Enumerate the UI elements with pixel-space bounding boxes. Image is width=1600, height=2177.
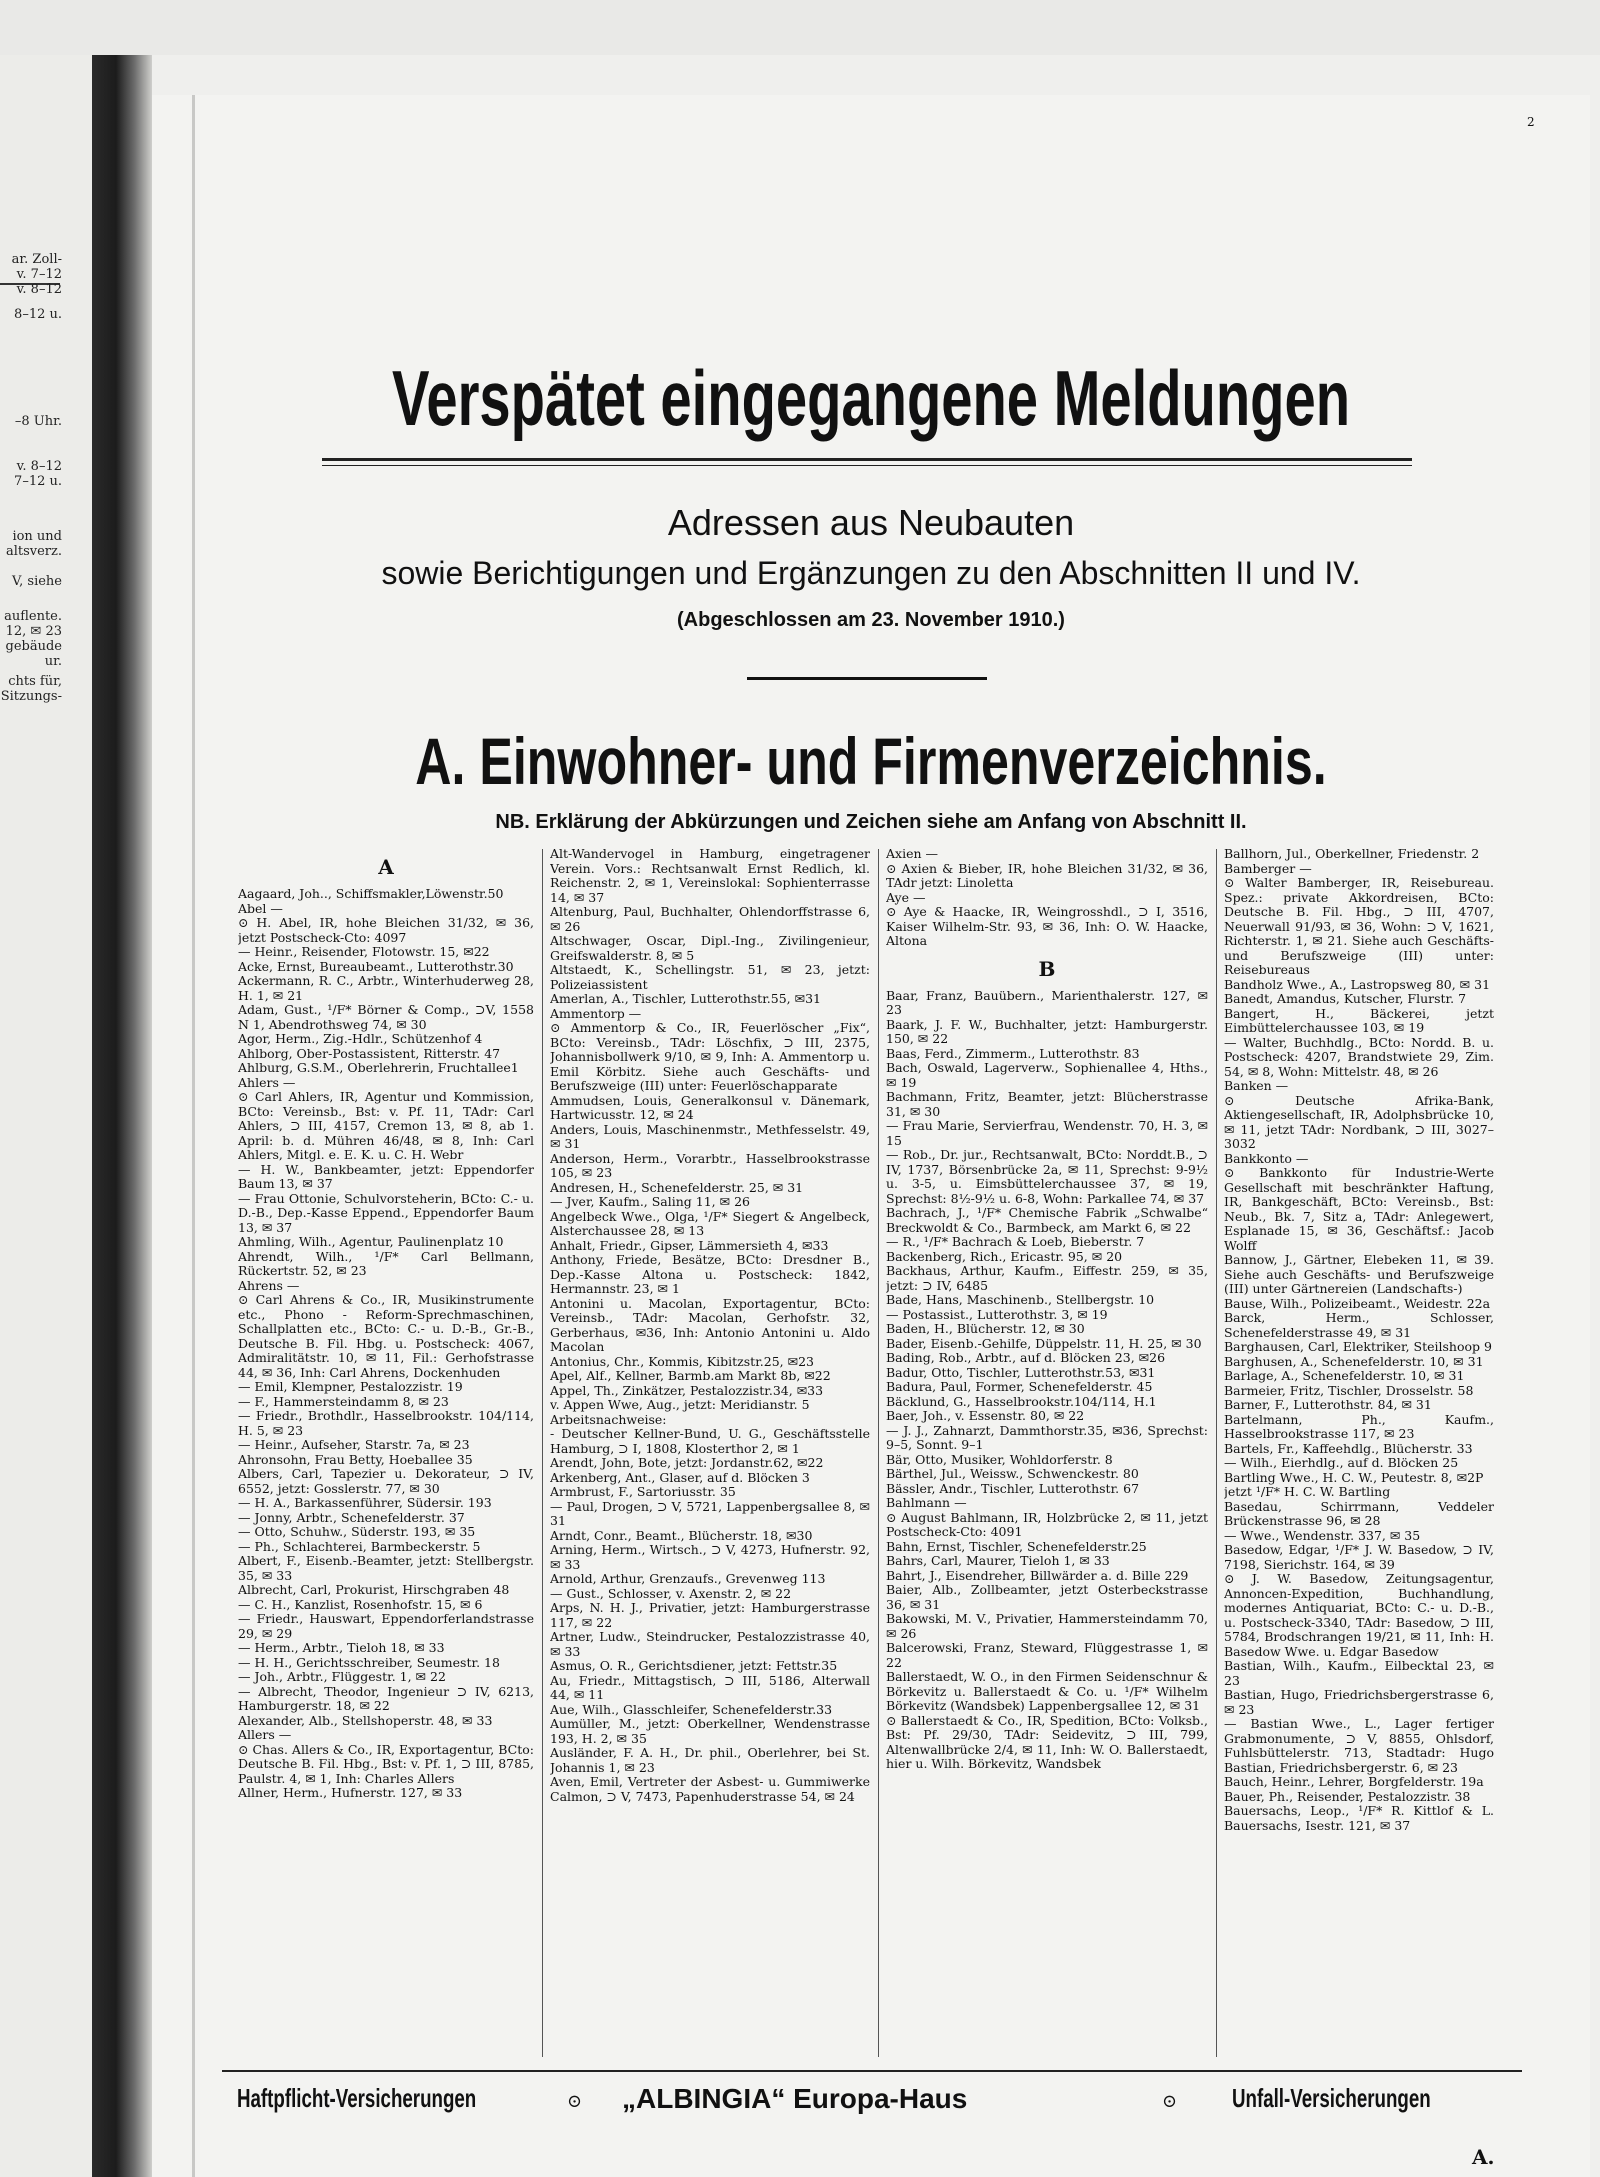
directory-entry: Bankkonto — [1224,1150,1309,1166]
directory-entry: Ahrendt, Wilh., ¹/F* Carl Bellmann, Rückertstr. 52, ✉ 23 [238,1248,534,1278]
directory-entry: Bäcklund, G., Hasselbrookstr.104/114, H.1 [886,1393,1157,1409]
directory-entry: Angelbeck Wwe., Olga, ¹/F* Siegert & Angelbeck, Alsterchaussee 28, ✉ 13 [550,1208,870,1238]
directory-entry: — Jonny, Arbtr., Schenefelderstr. 37 [238,1509,465,1525]
directory-entry: — Joh., Arbtr., Flüggestr. 1, ✉ 22 [238,1669,446,1684]
directory-entry: Bause, Wilh., Polizeibeamt., Weidestr. 22a [1224,1295,1491,1311]
left-fragment: ion und [12,529,62,544]
directory-entry: Bahn, Ernst, Tischler, Schenefelderstr.25 [886,1538,1147,1554]
footer-albingia: „ALBINGIA“ Europa-Haus [622,2083,968,2114]
directory-column-2 [550,847,870,2063]
directory-entry: Bakowski, M. V., Privatier, Hammersteindamm 70, ✉ 26 [886,1611,1208,1641]
directory-entry: — Gust., Schlosser, v. Axenstr. 2, ✉ 22 [550,1585,792,1601]
directory-entry: Bauersachs, Leop., ¹/F* R. Kittlof & L. Bauersachs, Isestr. 121, ✉ 37 [1224,1803,1494,1833]
directory-entry: — Paul, Drogen, ⊃ V, 5721, Lappenbergsallee 8, ✉ 31 [550,1498,870,1528]
directory-entry: — Jver, Kaufm., Saling 11, ✉ 26 [550,1194,750,1209]
directory-entry: Au, Friedr., Mittagstisch, ⊃ III, 5186, Alterwall 44, ✉ 11 [550,1672,870,1702]
abbreviation-note: NB. Erklärung der Abkürzungen und Zeichen siehe am Anfang von Abschnitt II. [495,811,1247,833]
directory-entry: Antonini u. Macolan, Exportagentur, BCto: Vereinsb., TAdr: Macolan, Gerhofstr. 32, Gerberhaus, ✉36, Inh: Antonio Antonini u. Aldo Macolan [550,1295,870,1354]
directory-entry: Arkenberg, Ant., Glaser, auf d. Blöcken 3 [550,1469,810,1485]
title-rule [322,458,1412,466]
directory-entry: — Friedr., Hauswart, Eppendorferlandstrasse 29, ✉ 29 [238,1611,534,1641]
left-fragment: v. 7–12 [16,267,62,282]
directory-entry: Arendt, John, Bote, jetzt: Jordanstr.62, ✉22 [550,1455,824,1470]
left-fragment: –8 Uhr. [14,414,62,429]
directory-entry: Adam, Gust., ¹/F* Börner & Comp., ⊃V, 1558 N 1, Abendrothsweg 74, ✉ 30 [238,1002,534,1032]
directory-entry: — Herm., Arbtr., Tieloh 18, ✉ 33 [238,1640,445,1655]
directory-entry: ⊙ H. Abel, IR, hohe Bleichen 31/32, ✉ 36, jetzt Postscheck-Cto: 4097 [238,915,534,945]
left-fragment: auflente. [4,609,62,624]
directory-entry: Baark, J. F. W., Buchhalter, jetzt: Hamburgerstr. 150, ✉ 22 [886,1016,1208,1046]
column-divider [542,849,543,2057]
directory-entry: Albrecht, Carl, Prokurist, Hirschgraben 48 [238,1582,510,1597]
directory-entry: Bach, Oswald, Lagerverw., Sophienallee 4, Hths., ✉ 19 [886,1060,1208,1090]
directory-entry: Appel, Th., Zinkätzer, Pestalozzistr.34, ✉33 [550,1382,824,1398]
directory-entry: Barghausen, Carl, Elektriker, Steilshoop 9 [1224,1339,1492,1354]
directory-entry: ⊙ Axien & Bieber, IR, hohe Bleichen 31/32, ✉ 36, TAdr jetzt: Linoletta [886,860,1208,890]
directory-column-3 [886,847,1208,2063]
directory-entry: Bartelmann, Ph., Kaufm., Hasselbrookstrasse 117, ✉ 23 [1224,1411,1494,1441]
book-spine [92,55,152,2177]
directory-entry: Bässler, Andr., Tischler, Lutterothstr. 67 [886,1480,1140,1496]
page-mark: 2 [1527,115,1535,129]
directory-entry: Barmeier, Fritz, Tischler, Drosselstr. 58 [1224,1382,1474,1398]
directory-entry: ⊙ Carl Ahlers, IR, Agentur und Kommission, BCto: Vereinsb., Bst: v. Pf. 11, TAdr: Carl Ahlers, ⊃ III, 4157, Cremon 13, ✉ 8, ab 1. April: b. d. Mühren 46/48, ✉ 8, Inh: Carl Ahlers, Mitgl. e. E. K. u. C. H. Webr [238,1089,534,1162]
directory-entry: Anderson, Herm., Vorarbtr., Hasselbrookstrasse 105, ✉ 23 [550,1150,870,1180]
directory-entry: Balcerowski, Franz, Steward, Flüggestrasse 1, ✉ 22 [886,1640,1208,1670]
directory-entry: Amerlan, A., Tischler, Lutterothstr.55, ✉31 [550,991,822,1006]
directory-entry: Allner, Herm., Hufnerstr. 127, ✉ 33 [238,1785,463,1800]
left-fragment: 7–12 u. [14,474,62,489]
directory-entry: — J. J., Zahnarzt, Dammthorstr.35, ✉36, Sprechst: 9–5, Sonnt. 9–1 [886,1422,1208,1452]
directory-entry: Baer, Joh., v. Essenstr. 80, ✉ 22 [886,1408,1085,1423]
directory-entry: Bamberger — [1224,860,1312,876]
directory-entry: Aagaard, Joh.., Schiffsmakler,Löwenstr.50 [238,886,504,901]
directory-entry: Ackermann, R. C., Arbtr., Winterhuderweg 28, H. 1, ✉ 21 [238,973,534,1003]
directory-entry: Bastian, Hugo, Friedrichsbergerstrasse 6, ✉ 23 [1224,1687,1494,1717]
directory-columns [238,847,1494,2063]
directory-entry: Bauer, Ph., Reisender, Pestalozzistr. 38 [1224,1788,1471,1804]
directory-entry: Bahrs, Carl, Maurer, Tieloh 1, ✉ 33 [886,1553,1110,1568]
left-fragment: V, siehe [12,574,62,589]
directory-entry: Alt-Wandervogel in Hamburg, eingetragener Verein. Vors.: Rechtsanwalt Ernst Redlich, kl. Reichenstr. 2, ✉ 1, Vereinslokal: Sophienterrasse 14, ✉ 37 [550,847,870,905]
directory-entry: Agor, Herm., Zig.-Hdlr., Schützenhof 4 [238,1031,483,1046]
letter-heading: B [1038,956,1056,981]
directory-entry: Aye — [886,889,926,905]
directory-entry: Bartels, Fr., Kaffeehdlg., Blücherstr. 33 [1224,1440,1473,1456]
directory-entry: — F., Hammersteindamm 8, ✉ 23 [238,1393,449,1409]
directory-entry: — Otto, Schuhw., Süderstr. 193, ✉ 35 [238,1524,476,1539]
directory-entry: Bastian, Wilh., Kaufm., Eilbecktal 23, ✉ 23 [1224,1658,1494,1688]
directory-entry: ⊙ Aye & Haacke, IR, Weingrosshdl., ⊃ I, 3516, Kaiser Wilhelm-Str. 93, ✉ 36, Inh: O. W. Haacke, Altona [886,904,1208,948]
directory-entry: Ballerstaedt, W. O., in den Firmen Seidenschnur & Börkevitz u. Ballerstaedt & Co. u. ¹/F* Wilhelm Börkevitz (Wandsbek) Lappenbergsallee 12, ✉ 31 [886,1669,1208,1713]
directory-entry: — Emil, Klempner, Pestalozzistr. 19 [238,1379,463,1394]
directory-entry: ⊙ Chas. Allers & Co., IR, Exportagentur, BCto: Deutsche B. Fil. Hbg., Bst: v. Pf. 1, ⊃ III, 8785, Paulstr. 4, ✉ 1, Inh: Charles Allers [238,1741,534,1786]
directory-entry: Albert, F., Eisenb.-Beamter, jetzt: Stellbergstr. 35, ✉ 33 [238,1553,534,1583]
footer-rule [222,2070,1522,2072]
directory-entry: v. Appen Wwe, Aug., jetzt: Meridianstr. 5 [550,1397,810,1412]
directory-entry: Barner, F., Lutterothstr. 84, ✉ 31 [1224,1397,1432,1412]
directory-entry: Barck, Herm., Schlosser, Schenefelderstrasse 49, ✉ 31 [1224,1310,1494,1340]
directory-entry: Axien — [886,847,938,861]
directory-column-1 [238,847,534,2063]
directory-entry: Bärthel, Jul., Weissw., Schwenckestr. 80 [886,1466,1139,1481]
column-divider [1216,849,1217,2057]
section-title: A. Einwohner- und Firmenverzeichnis. [415,724,1327,798]
directory-entry: Bader, Eisenb.-Gehilfe, Düppelstr. 11, H. 25, ✉ 30 [886,1335,1202,1351]
directory-entry: — Albrecht, Theodor, Ingenieur ⊃ IV, 6213, Hamburgerstr. 18, ✉ 22 [238,1683,534,1713]
directory-entry: — Ph., Schlachterei, Barmbeckerstr. 5 [238,1538,481,1554]
binding-line [192,95,195,2177]
directory-entry: — Walter, Buchhdlg., BCto: Nordd. B. u. Postscheck: 4207, Brandstwiete 29, Zim. 54, ✉ 8, Wohn: Mittelstr. 48, ✉ 26 [1224,1034,1494,1079]
directory-entry: Arbeitsnachweise: [550,1411,667,1427]
directory-entry: Bahrt, J., Eisendreher, Billwärder a. d. Bille 229 [886,1567,1189,1583]
directory-entry: Bade, Hans, Maschinenb., Stellbergstr. 10 [886,1292,1155,1307]
directory-entry: ⊙ J. W. Basedow, Zeitungsagentur, Annoncen-Expedition, Buchhandlung, modernes Antiquariat, BCto: C.- u. D.-B., u. Postscheck-3340, TAdr: Basedow, ⊃ III, 5784, Brodschrangen 19/21, ✉ 11, Inh: H. Basedow Wwe. u. Edgar Basedow [1224,1571,1494,1659]
directory-entry: Abel — [238,900,283,916]
left-fragment: 8–12 u. [14,307,62,322]
directory-entry: Apel, Alf., Kellner, Barmb.am Markt 8b, ✉22 [550,1368,831,1383]
directory-entry: — Heinr., Aufseher, Starstr. 7a, ✉ 23 [238,1437,470,1452]
directory-entry: Ahmling, Wilh., Agentur, Paulinenplatz 10 [238,1234,504,1249]
directory-entry: ⊙ Bankkonto für Industrie-Werte Gesellschaft mit beschränkter Haftung, IR, Bankgeschäft, BCto: Vereinsb., Bst: Neub., Bk. 7, Sitz a, TAdr: Anlegewert, Esplanade 15, ✉ 36, Geschäftsf.: Jacob Wolff [1224,1165,1494,1253]
directory-entry: Andresen, H., Schenefelderstr. 25, ✉ 31 [550,1179,804,1195]
subtitle-new-buildings: Adressen aus Neubauten [667,502,1075,543]
directory-column-4 [1224,847,1494,2063]
directory-entry: Baier, Alb., Zollbeamter, jetzt Osterbeckstrasse 36, ✉ 31 [886,1582,1208,1612]
column-divider [878,849,879,2057]
directory-entry: Acke, Ernst, Bureaubeamt., Lutterothstr.30 [238,958,514,974]
directory-entry: — Rob., Dr. jur., Rechtsanwalt, BCto: Norddt.B., ⊃ IV, 1737, Börsenbrücke 2a, ✉ 11, Sprechst: 9-9½ u. 3-5, u. Eimsbüttelerchaussee 37, ✉ 19, Sprechst: 8½-9½ u. 6-8, Wohn: Parkallee 74, ✉ 37 [886,1147,1208,1206]
signature-mark: A. [1472,2145,1495,2169]
bullet-icon: ⊙ [1162,2091,1178,2112]
directory-entry: — H. H., Gerichtsschreiber, Seumestr. 18 [238,1654,500,1670]
directory-entry: Backenberg, Rich., Ericastr. 95, ✉ 20 [886,1248,1123,1264]
directory-entry: — C. H., Kanzlist, Rosenhofstr. 15, ✉ 6 [238,1596,483,1612]
directory-entry: Backhaus, Arthur, Kaufm., Eiffestr. 259, ✉ 35, jetzt: ⊃ IV, 6485 [886,1263,1208,1293]
directory-entry: Bading, Rob., Arbtr., auf d. Blöcken 23, ✉26 [886,1350,1166,1365]
directory-entry: — Wilh., Eierhdlg., auf d. Blöcken 25 [1224,1455,1459,1470]
directory-entry: Bär, Otto, Musiker, Wohldorferstr. 8 [886,1451,1113,1467]
directory-entry: — H. A., Barkassenführer, Südersir. 193 [238,1495,492,1510]
directory-entry: Arps, N. H. J., Privatier, jetzt: Hamburgerstrasse 117, ✉ 22 [550,1600,870,1630]
directory-entry: Anhalt, Friedr., Gipser, Lämmersieth 4, ✉33 [550,1237,829,1253]
directory-entry: Bachmann, Fritz, Beamter, jetzt: Blücherstrasse 31, ✉ 30 [886,1089,1208,1119]
bullet-icon: ⊙ [567,2091,583,2112]
directory-entry: Bartling Wwe., H. C. W., Peutestr. 8, ✉2P [1224,1469,1484,1485]
directory-entry: ⊙ Ballerstaedt & Co., IR, Spedition, BCto: Volksb., Bst: Pf. 29/30, TAdr: Seidevitz, ⊃ III, 799, Altenwallbrücke 2/4, ✉ 11, Inh: W. O. Ballerstaedt, hier u. Wilh. Börkevitz, Wandsbek [886,1712,1208,1771]
directory-entry: Ahrens — [238,1277,300,1293]
directory-entry: jetzt ¹/F* H. C. W. Bartling [1224,1484,1391,1499]
directory-entry: Bauch, Heinr., Lehrer, Borgfelderstr. 19a [1224,1774,1484,1789]
left-fragment: chts für, [8,674,62,689]
directory-entry: — H. W., Bankbeamter, jetzt: Eppendorfer Baum 13, ✉ 37 [238,1161,534,1191]
directory-entry: Albers, Carl, Tapezier u. Dekorateur, ⊃ IV, 6552, jetzt: Gosslerstr. 77, ✉ 30 [238,1466,534,1496]
directory-entry: Baas, Ferd., Zimmerm., Lutterothstr. 83 [886,1045,1140,1061]
left-fragment: ar. Zoll- [11,252,62,267]
left-fragment: v. 8–12 [16,459,62,474]
letter-heading: A [378,855,394,879]
directory-entry: Barghusen, A., Schenefelderstr. 10, ✉ 31 [1224,1353,1484,1369]
directory-entry: Banedt, Amandus, Kutscher, Flurstr. 7 [1224,991,1467,1006]
footer-liability-insurance: Haftpflicht-Versicherungen [237,2083,477,2113]
directory-entry: Badur, Otto, Tischler, Lutterothstr.53, ✉31 [886,1364,1156,1380]
directory-entry: Bahlmann — [886,1495,967,1510]
directory-entry: Bachrach, J., ¹/F* Chemische Fabrik „Schwalbe“ Breckwoldt & Co., Barmbeck, am Markt 6, ✉ 22 [886,1205,1208,1235]
directory-entry: Barlage, A., Schenefelderstr. 10, ✉ 31 [1224,1368,1465,1383]
directory-entry: Asmus, O. R., Gerichtsdiener, jetzt: Fettstr.35 [550,1658,838,1673]
directory-entry: ⊙ August Bahlmann, IR, Holzbrücke 2, ✉ 11, jetzt Postscheck-Cto: 4091 [886,1509,1208,1539]
directory-entry: Ammentorp — [550,1005,642,1021]
directory-entry: ⊙ Carl Ahrens & Co., IR, Musikinstrumente etc., Phono - Reform-Sprechmaschinen, Schallplatten etc., BCto: C.- u. D.-B., Gr.-B., Deutsche B. Fil. Hbg. u. Postscheck: 4067, Admiralitätstr. 10, ✉ 11, Fil.: Gerhofstrasse 44, ✉ 36, Inh: Carl Ahrens, Dockenhuden [238,1292,534,1380]
directory-entry: Antonius, Chr., Kommis, Kibitzstr.25, ✉23 [550,1353,815,1369]
directory-entry: — Friedr., Brothdlr., Hasselbrookstr. 104/114, H. 5, ✉ 23 [238,1408,534,1438]
directory-entry: Armbrust, F., Sartoriusstr. 35 [550,1484,736,1499]
directory-entry: Ammudsen, Louis, Generalkonsul v. Dänemark, Hartwicusstr. 12, ✉ 24 [550,1092,870,1122]
directory-entry: Anthony, Friede, Besätze, BCto: Dresdner B., Dep.-Kasse Altona u. Postscheck: 1842, Hermannstr. 23, ✉ 1 [550,1252,870,1296]
directory-entry: Ausländer, F. A. H., Dr. phil., Oberlehrer, bei St. Johannis 1, ✉ 23 [550,1745,870,1775]
directory-entry: Banken — [1224,1078,1289,1093]
directory-entry: Altstaedt, K., Schellingstr. 51, ✉ 23, jetzt: Polizeiassistent [550,962,870,992]
directory-entry: Basedow, Edgar, ¹/F* J. W. Basedow, ⊃ IV, 7198, Sierichstr. 164, ✉ 39 [1224,1542,1494,1572]
directory-entry: — Frau Marie, Servierfrau, Wendenstr. 70, H. 3, ✉ 15 [886,1118,1208,1148]
directory-entry: Ahronsohn, Frau Betty, Hoeballee 35 [238,1451,473,1467]
directory-entry: Arndt, Conr., Beamt., Blücherstr. 18, ✉30 [550,1527,813,1543]
directory-entry: Ahlers — [238,1074,296,1090]
directory-entry: Anders, Louis, Maschinenmstr., Methfesselstr. 49, ✉ 31 [550,1121,870,1151]
left-fragment: Sitzungs- [0,689,62,704]
directory-entry: — Bastian Wwe., L., Lager fertiger Grabmonumente, ⊃ V, 8855, Ohlsdorf, Fuhlsbüttelerstr. 713, Stadtadr: Hugo Bastian, Friedrichsbergerstr. 6, ✉ 23 [1224,1716,1494,1775]
directory-entry: — Heinr., Reisender, Flotowstr. 15, ✉22 [238,944,490,959]
closing-date: (Abgeschlossen am 23. November 1910.) [677,609,1065,631]
directory-entry: ⊙ Walter Bamberger, IR, Reisebureau. Spez.: private Akkordreisen, BCto: Deutsche B. Fil. Hbg., ⊃ III, 4707, Neuerwall 91/93, ✉ 36, Wohn: ⊃ V, 1621, Richterstr. 1, ✉ 21. Siehe auch Geschäfts- und Berufszweige (III) unter: Reisebureaus [1224,875,1494,977]
directory-entry: Ballhorn, Jul., Oberkellner, Friedenstr. 2 [1224,847,1480,861]
directory-entry: Altenburg, Paul, Buchhalter, Ohlendorffstrasse 6, ✉ 26 [550,904,870,934]
directory-entry: — Wwe., Wendenstr. 337, ✉ 35 [1224,1527,1421,1543]
directory-entry: Aue, Wilh., Glasschleifer, Schenefelderstr.33 [550,1701,833,1717]
left-fragment: ur. [44,654,62,669]
directory-entry: Bandholz Wwe., A., Lastropsweg 80, ✉ 31 [1224,976,1491,992]
directory-page [152,95,1590,2177]
directory-entry: Allers — [238,1727,292,1742]
directory-entry: — R., ¹/F* Bachrach & Loeb, Bieberstr. 7 [886,1234,1145,1249]
subtitle-corrections: sowie Berichtigungen und Ergänzungen zu den Abschnitten II und IV. [381,555,1361,591]
directory-entry: Bangert, H., Bäckerei, jetzt Eimbüttelerchaussee 103, ✉ 19 [1224,1005,1494,1035]
footer-accident-insurance: Unfall-Versicherungen [1232,2083,1431,2113]
directory-entry: — Frau Ottonie, Schulvorsteherin, BCto: C.- u. D.-B., Dep.-Kasse Eppend., Eppendorfer Baum 13, ✉ 37 [238,1190,534,1235]
directory-entry: Artner, Ludw., Steindrucker, Pestalozzistrasse 40, ✉ 33 [550,1629,870,1659]
main-title: Verspätet eingegangene Meldungen [391,354,1351,442]
directory-entry: Arnold, Arthur, Grenzaufs., Grevenweg 113 [550,1571,826,1586]
directory-entry: ⊙ Ammentorp & Co., IR, Feuerlöscher „Fix“, BCto: Vereinsb., TAdr: Löschfix, ⊃ III, 2375, Johannisbollwerk 9/10, ✉ 9, Inh: A. Ammentorp u. Emil Körbitz. Siehe auch Geschäfts- und Berufszweige (III) unter: Feuerlöschapparate [550,1020,870,1093]
directory-entry: Basedau, Schirrmann, Veddeler Brückenstrasse 96, ✉ 28 [1224,1498,1494,1528]
directory-entry: Bannow, J., Gärtner, Elebeken 11, ✉ 39. Siehe auch Geschäfts- und Berufszweige (III) unter Gärtnereien (Landschafts-) [1224,1252,1494,1296]
directory-entry: Baar, Franz, Bauübern., Marienthalerstr. 127, ✉ 23 [886,987,1208,1017]
left-fragment: gebäude [5,639,62,654]
directory-entry: Altschwager, Oscar, Dipl.-Ing., Zivilingenieur, Greifswalderstr. 8, ✉ 5 [550,933,870,963]
directory-entry: Aven, Emil, Vertreter der Asbest- u. Gummiwerke Calmon, ⊃ V, 7473, Papenhuderstrasse 54, ✉ 24 [550,1774,870,1804]
directory-entry: ⊙ Deutsche Afrika-Bank, Aktiengesellschaft, IR, Adolphsbrücke 10, ✉ 11, jetzt TAdr: Nordbank, ⊃ III, 3027–3032 [1224,1092,1494,1151]
directory-entry: Badura, Paul, Former, Schenefelderstr. 45 [886,1379,1153,1394]
short-rule [747,677,987,680]
directory-entry: Ahlborg, Ober-Postassistent, Ritterstr. 47 [238,1045,501,1061]
top-margin [0,0,1600,55]
left-fragment: altsverz. [5,544,62,559]
directory-entry: Baden, H., Blücherstr. 12, ✉ 30 [886,1321,1085,1336]
directory-entry: Arning, Herm., Wirtsch., ⊃ V, 4273, Hufnerstr. 92, ✉ 33 [550,1542,870,1572]
directory-entry: Alexander, Alb., Stellshoperstr. 48, ✉ 33 [238,1712,493,1728]
directory-entry: Aumüller, M., jetzt: Oberkellner, Wendenstrasse 193, H. 2, ✉ 35 [550,1716,870,1746]
directory-entry: — Postassist., Lutterothstr. 3, ✉ 19 [886,1306,1108,1322]
directory-entry: Ahlburg, G.S.M., Oberlehrerin, Fruchtallee1 [238,1060,519,1075]
left-page-edge [0,55,92,2177]
directory-entry: - Deutscher Kellner-Bund, U. G., Geschäftsstelle Hamburg, ⊃ I, 1808, Klosterthor 2, ✉ 1 [550,1426,870,1456]
left-fragment: v. 8–12 [16,282,62,297]
left-fragment: 12, ✉ 23 [5,624,62,639]
